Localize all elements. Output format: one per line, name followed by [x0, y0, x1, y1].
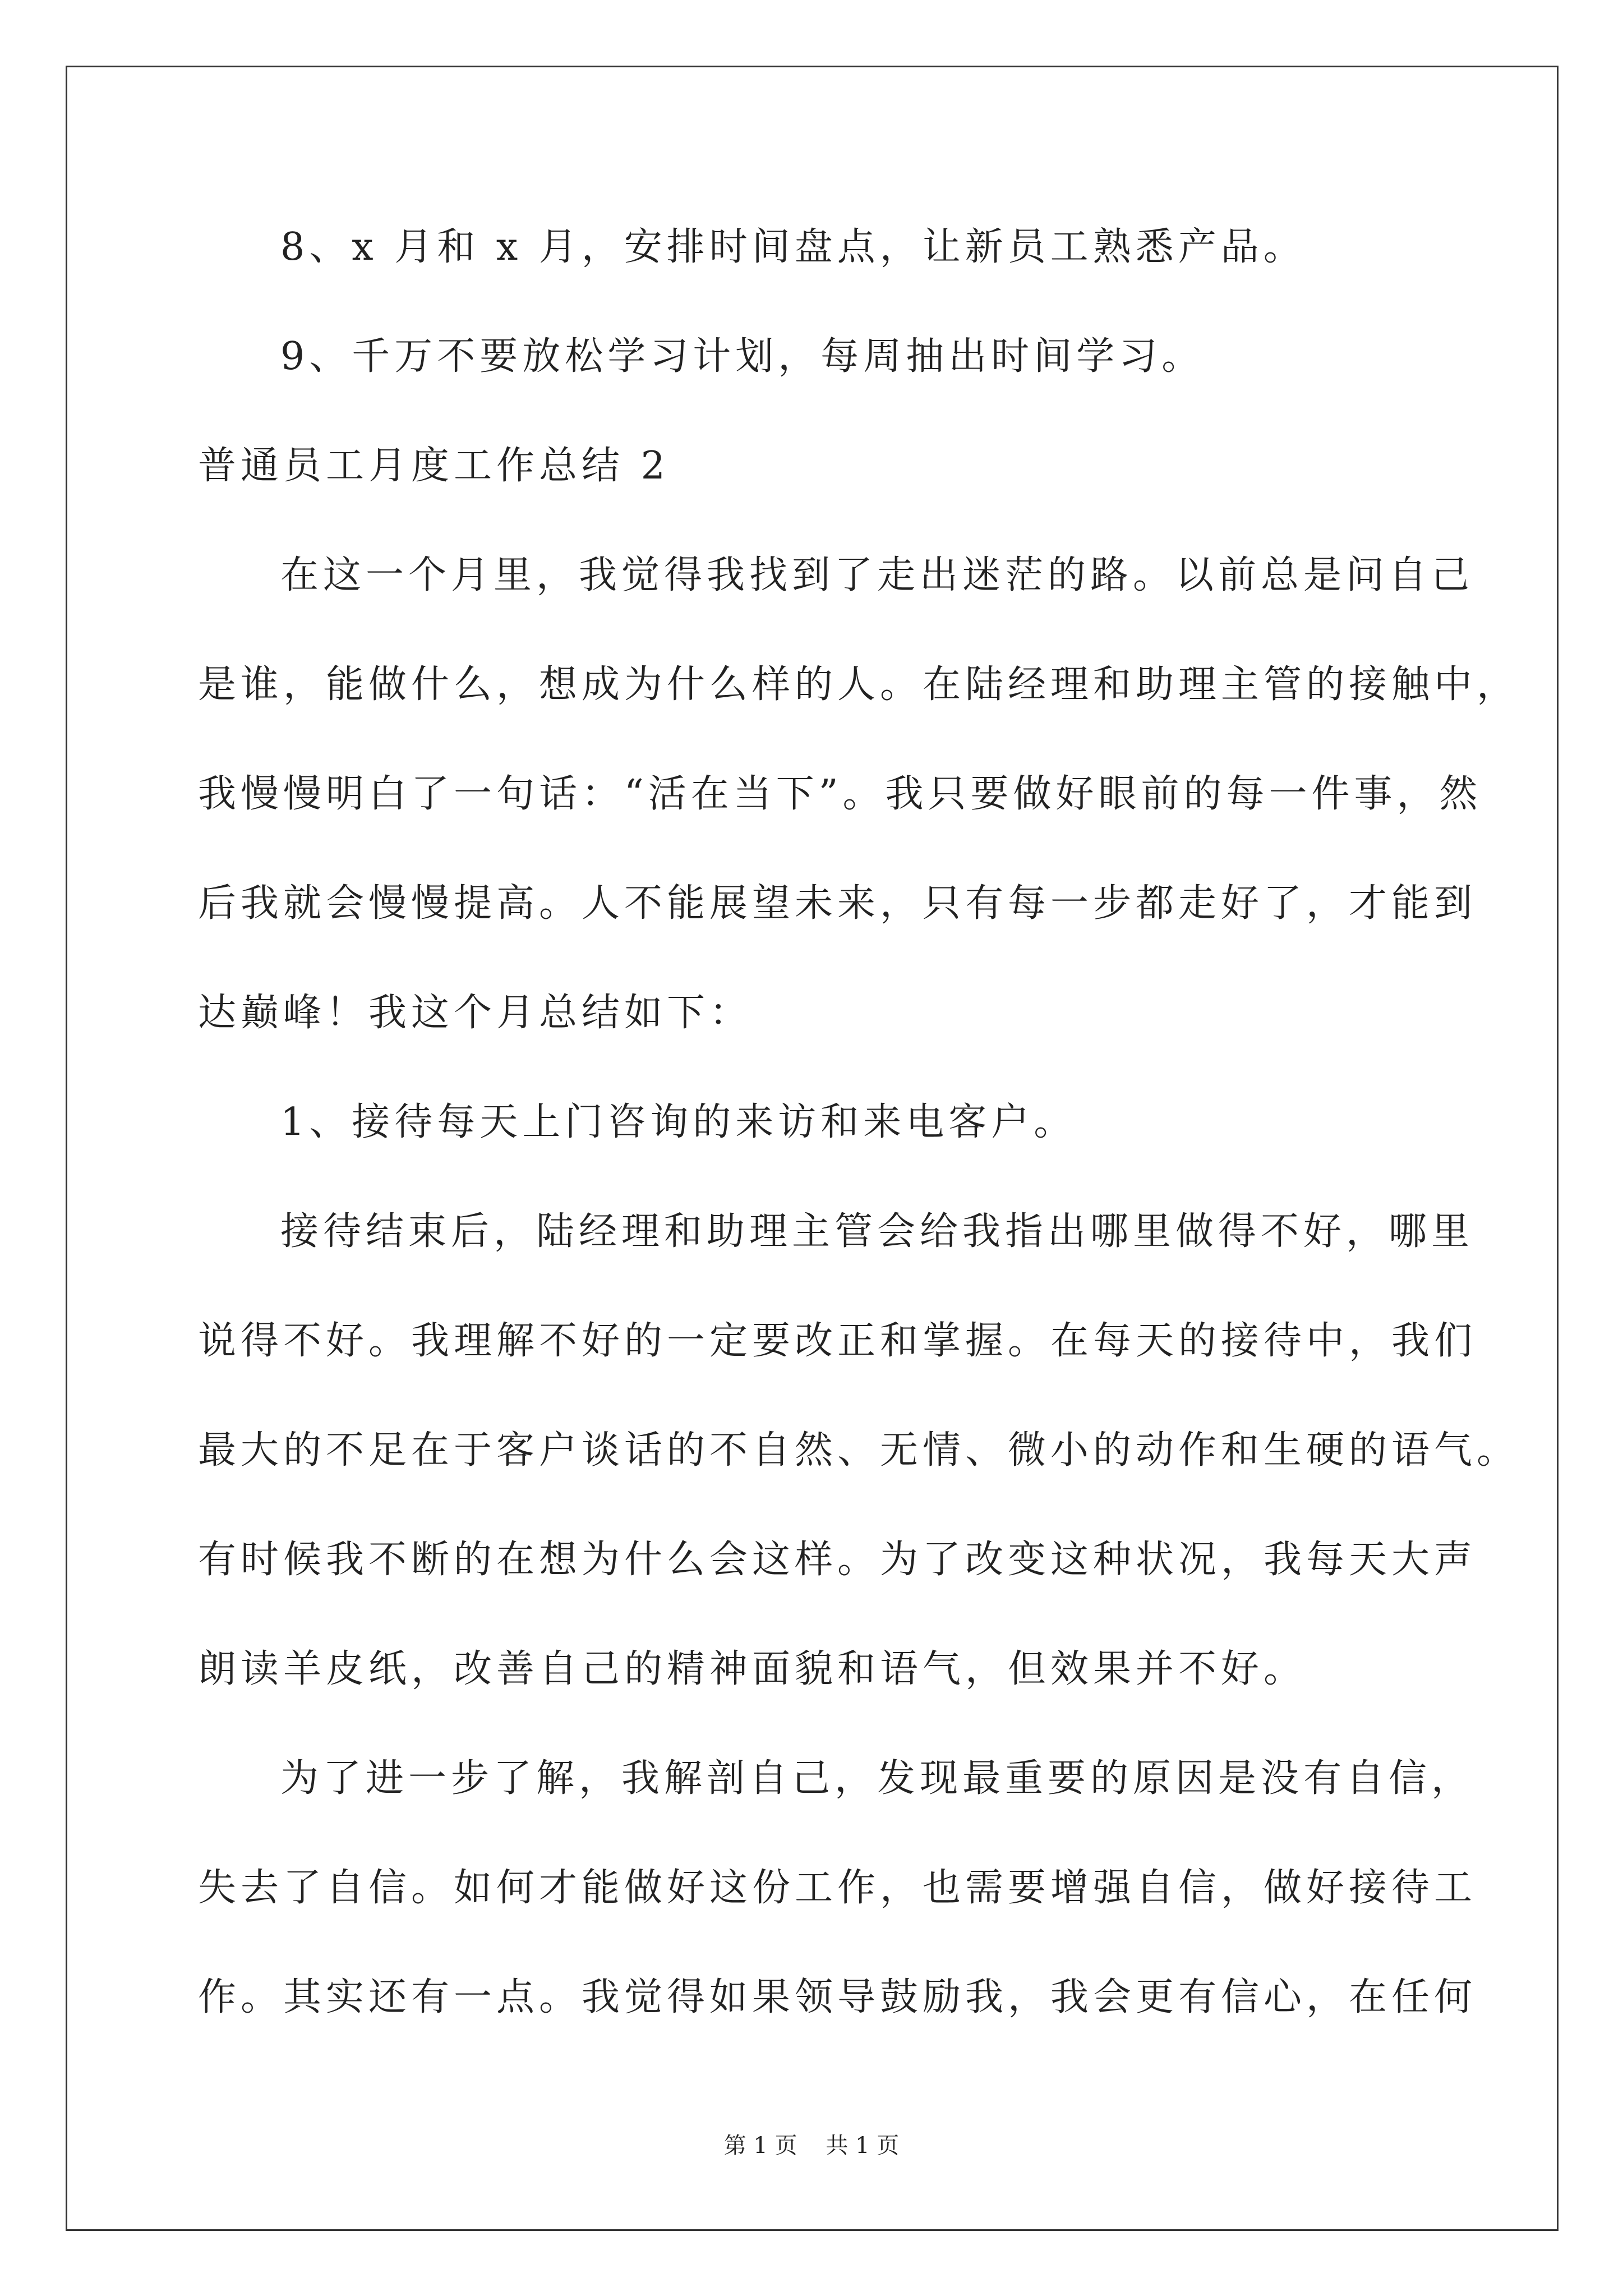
paragraph-line: 达巅峰！我这个月总结如下：: [198, 991, 753, 1035]
paragraph-line: 失去了自信。如何才能做好这份工作，也需要增强自信，做好接待工: [198, 1866, 1477, 1910]
paragraph-line: 后我就会慢慢提高。人不能展望未来，只有每一步都走好了，才能到: [198, 881, 1477, 926]
section-heading: 普通员工月度工作总结 2: [198, 444, 670, 488]
paragraph-item-1: 1、接待每天上门咨询的来访和来电客户。: [280, 1100, 1077, 1144]
paragraph-line: 在这一个月里，我觉得我找到了走出迷茫的路。以前总是问自己: [280, 553, 1474, 597]
page-footer: 第 1 页 共 1 页: [723, 2133, 900, 2159]
paragraph-line: 我慢慢明白了一句话：“活在当下”。我只要做好眼前的每一件事，然: [198, 772, 1482, 816]
paragraph-item-8: 8、x 月和 x 月，安排时间盘点，让新员工熟悉产品。: [280, 225, 1306, 269]
paragraph-line: 作。其实还有一点。我觉得如果领导鼓励我，我会更有信心，在任何: [198, 1975, 1477, 2019]
paragraph-line: 朗读羊皮纸，改善自己的精神面貌和语气，但效果并不好。: [198, 1647, 1307, 1691]
paragraph-line: 接待结束后，陆经理和助理主管会给我指出哪里做得不好，哪里: [280, 1209, 1474, 1254]
paragraph-line: 有时候我不断的在想为什么会这样。为了改变这种状况，我每天大声: [198, 1538, 1477, 1582]
paragraph-line: 为了进一步了解，我解剖自己，发现最重要的原因是没有自信，: [280, 1756, 1474, 1801]
paragraph-line: 是谁，能做什么，想成为什么样的人。在陆经理和助理主管的接触中，: [198, 662, 1520, 707]
paragraph-line: 最大的不足在于客户谈话的不自然、无情、微小的动作和生硬的语气。: [198, 1428, 1520, 1473]
paragraph-line: 说得不好。我理解不好的一定要改正和掌握。在每天的接待中，我们: [198, 1319, 1477, 1363]
paragraph-item-9: 9、千万不要放松学习计划，每周抽出时间学习。: [280, 334, 1205, 379]
